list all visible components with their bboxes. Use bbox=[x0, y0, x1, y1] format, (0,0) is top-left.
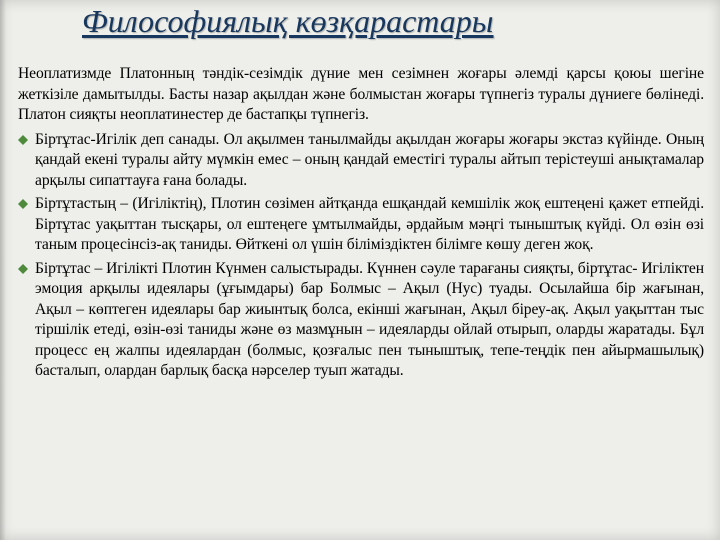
bullet-text: Біртұтас-Игілік деп санады. Ол ақылмен танылмайды ақылдан жоғары жоғары экстаз күйінде. Оның қандай екені туралы айту мүмкін емес – оның қандай еместігі туралы айтып терістеуші анықтамалар арқылы сипаттауға ғана болады. bbox=[35, 130, 704, 189]
intro-paragraph: Неоплатизмде Платонның тәндік-сезімдік дүние мен сезімнен жоғары әлемді қарсы қоюы шегіне жеткізіле дамытылды. Басты назар ақылдан және болмыстан жоғары түпнегіз туралы дүниеге бөлінеді. Платон сияқты неоплатинестер де бастапқы түпнегіз. bbox=[18, 65, 704, 123]
slide-body bbox=[18, 64, 704, 385]
slide-title: Философиялық көзқарастары bbox=[82, 3, 494, 39]
diamond-bullet-icon bbox=[18, 135, 28, 145]
bullet-item bbox=[18, 194, 704, 256]
bullet-item bbox=[18, 259, 704, 382]
diamond-bullet-icon bbox=[18, 264, 28, 274]
bullet-text: Біртұтастың – (Игіліктің), Плотин сөзімен айтқанда ешқандай кемшілік жоқ ештеңені қажет етпейді. Біртұтас уақыттан тысқары, ол ештеңеге ұмтылмайды, әрдайым мәңгі тыныштық күйді. Ол өзін өзі таным процесінсіз-ақ таниды. Өйткені ол үшін біліміздіктен білімге көшу деген жоқ. bbox=[35, 195, 704, 253]
bullet-text: Біртұтас – Игілікті Плотин Күнмен салыстырады. Күннен сәуле тарағаны сияқты, біртұтас- Игіліктен эмоция арқылы идеялары (ұғымдары) бар Болмыс – Ақыл (Нус) туады. Осылайша бір жағынан, Ақыл – көптеген идеялары бар жиынтық болса, екінші жағынан, Ақыл біреу-ақ. Ақыл уақыттан тыс тіршілік етеді, өзін-өзі таниды және өз мазмұнын – идеяларды ойлай отырып, оларды жаратады. Бұл процесс ең жалпы идеялардан (болмыс, қозғалыс пен тыныштық, тепе-теңдік пен айырмашылық) басталып, олардан барлық басқа нәрселер туып жатады. bbox=[35, 259, 704, 379]
diamond-bullet-icon bbox=[18, 199, 28, 209]
bullet-list bbox=[18, 130, 704, 382]
bullet-item bbox=[18, 130, 704, 192]
